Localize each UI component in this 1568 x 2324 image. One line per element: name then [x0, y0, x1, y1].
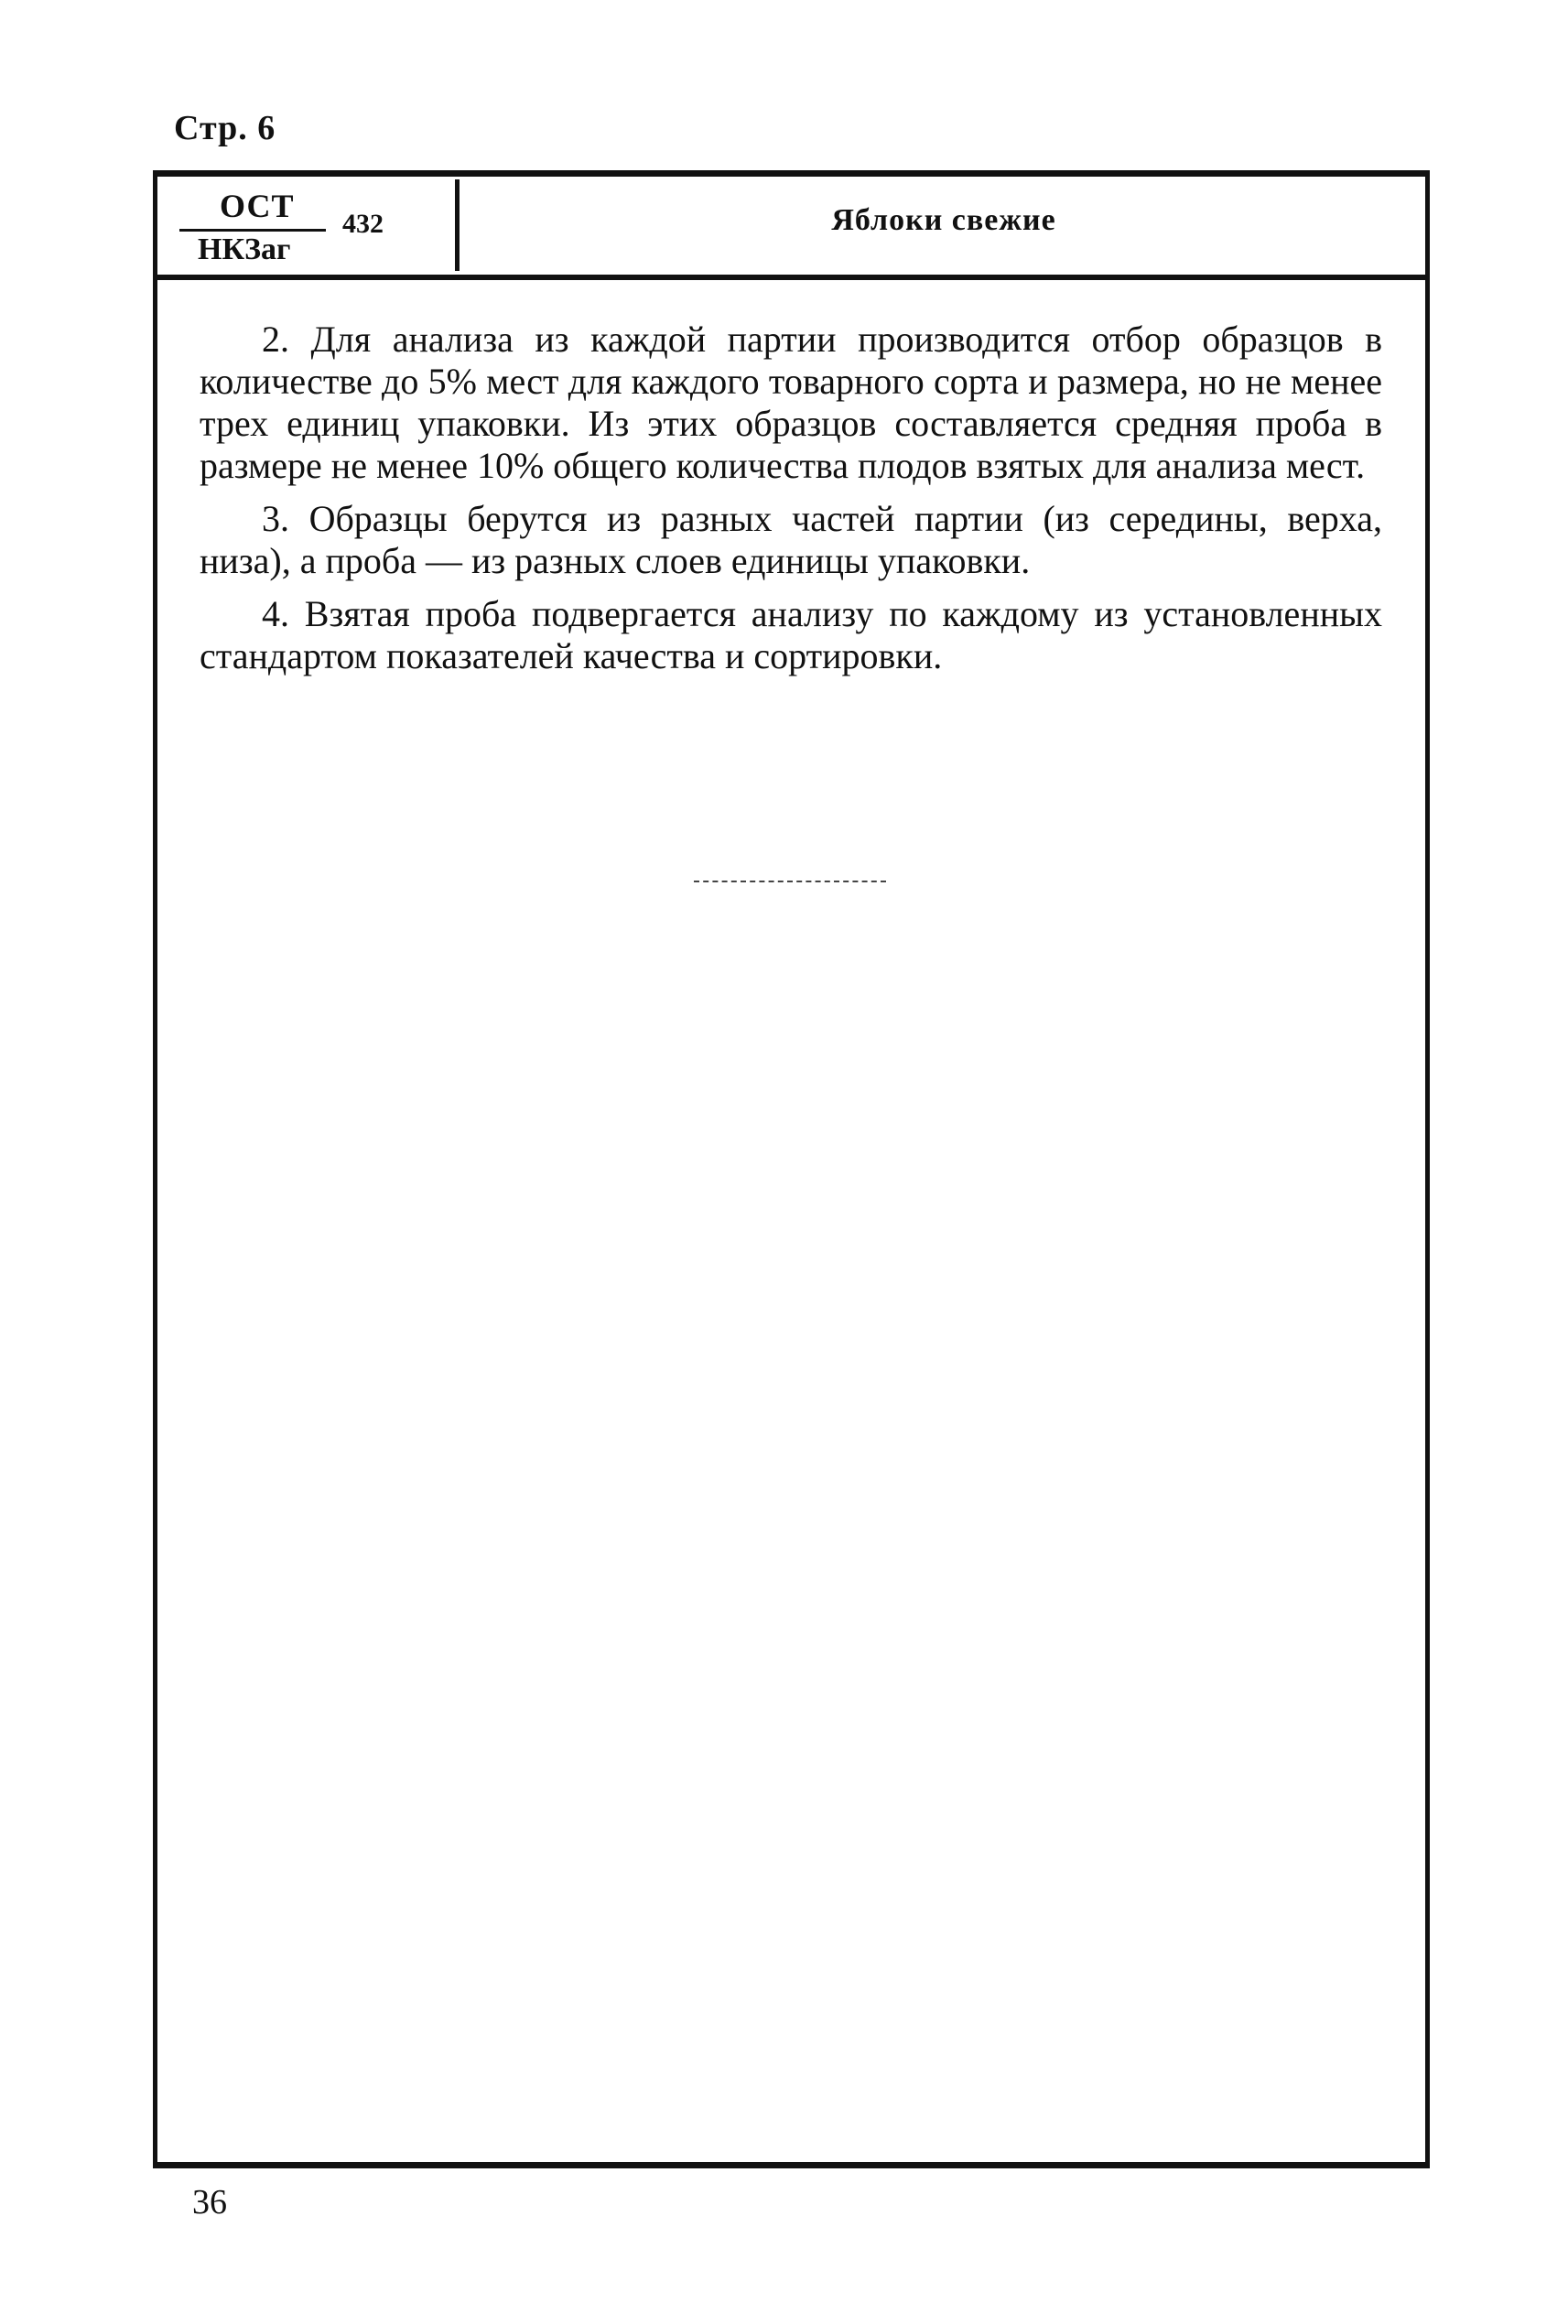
- page-number: 36: [192, 2183, 227, 2221]
- standard-number: 432: [342, 209, 384, 239]
- section-separator: [694, 881, 886, 882]
- fraction-line: [179, 229, 326, 232]
- top-rule: [153, 170, 1430, 177]
- header-rule: [153, 275, 1430, 280]
- bottom-rule: [153, 2162, 1430, 2168]
- standard-org: НКЗаг: [198, 232, 291, 266]
- paragraph-4: 4. Взятая проба подвергается анализу по каждому из установленных стандартом показателей качества и сортировки.: [200, 593, 1382, 676]
- document-title: Яблоки свежие: [831, 203, 1056, 237]
- document-body: [200, 319, 1382, 688]
- standard-code: [179, 185, 454, 273]
- page-label: Стр. 6: [174, 109, 276, 147]
- paragraph-3: 3. Образцы берутся из разных частей партии (из середины, верха, низа), а проба — из разных слоев единицы упаковки.: [200, 498, 1382, 581]
- standard-prefix: ОСТ: [220, 188, 295, 224]
- paragraph-2: 2. Для анализа из каждой партии производится отбор образцов в количестве до 5% мест для каждого товарного сорта и размера, но не менее трех единиц упаковки. Из этих образцов составляется средняя проба в размере не менее 10% общего количества плодов взятых для анализа мест.: [200, 319, 1382, 486]
